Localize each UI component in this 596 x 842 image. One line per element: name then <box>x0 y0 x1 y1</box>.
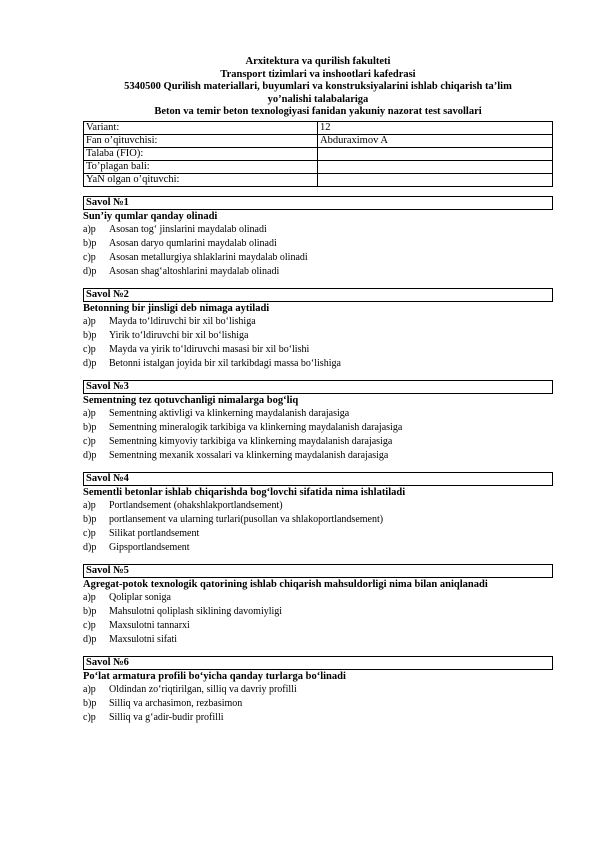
question-text: Po‘lat armatura profili bo‘yicha qanday turlarga bo‘linadi <box>83 670 346 682</box>
answer-option <box>83 315 553 329</box>
option-text: Oldindan zo‘riqtirilgan, silliq va davriy profilli <box>109 683 297 695</box>
info-label: Talaba (FIO): <box>84 147 318 160</box>
info-label: YaN olgan o’qituvchi: <box>84 173 318 186</box>
option-label: d)p <box>83 633 97 645</box>
option-label: c)p <box>83 711 96 723</box>
option-text: Sementning aktivligi va klinkerning maydalanish darajasiga <box>109 407 350 419</box>
question-number: Savol №5 <box>83 564 553 578</box>
option-label: c)p <box>83 435 96 447</box>
option-text: Yirik to‘ldiruvchi bir xil bo‘lishiga <box>109 329 249 341</box>
question-block <box>83 656 553 725</box>
info-label: To’plagan bali: <box>84 160 318 173</box>
question-block <box>83 196 553 279</box>
info-row <box>84 173 553 186</box>
option-text: Sementning kimyoviy tarkibiga va klinkerning maydalanish darajasiga <box>109 435 393 447</box>
option-label: a)p <box>83 223 96 235</box>
option-label: b)p <box>83 513 97 525</box>
option-label: c)p <box>83 251 96 263</box>
answer-option <box>83 619 553 633</box>
answer-option <box>83 449 553 463</box>
option-label: d)p <box>83 449 97 461</box>
info-row <box>84 147 553 160</box>
option-text: Asosan tog‘ jinslarini maydalab olinadi <box>109 223 267 235</box>
option-label: c)p <box>83 343 96 355</box>
faculty-title: Arxitektura va qurilish fakulteti <box>245 56 391 67</box>
question-text: Sementning tez qotuvchanligi nimalarga bog‘liq <box>83 394 299 406</box>
answer-option <box>83 343 553 357</box>
option-text: Maxsulotni tannarxi <box>109 619 190 631</box>
answer-option <box>83 633 553 647</box>
option-label: b)p <box>83 605 97 617</box>
program-title: 5340500 Qurilish materiallari, buyumlari va konstruksiyalarini ishlab chiqarish ta’lim <box>124 81 512 92</box>
option-label: a)p <box>83 499 96 511</box>
answer-option <box>83 357 553 371</box>
option-text: Silliq va g‘adir-budir profilli <box>109 711 224 723</box>
info-value: 12 <box>318 121 553 134</box>
question-number: Savol №4 <box>83 472 553 486</box>
option-text: Betonni istalgan joyida bir xil tarkibdagi massa bo‘lishiga <box>109 357 341 369</box>
option-label: d)p <box>83 265 97 277</box>
question-block <box>83 288 553 371</box>
info-value: Abduraximov A <box>318 134 553 147</box>
question-text: Sementli betonlar ishlab chiqarishda bog‘lovchi sifatida nima ishlatiladi <box>83 486 406 498</box>
question-text: Betonning bir jinsligi deb nimaga aytiladi <box>83 302 270 314</box>
answer-option <box>83 251 553 265</box>
test-title: Beton va temir beton texnologiyasi fanidan yakuniy nazorat test savollari <box>154 106 482 117</box>
answer-option <box>83 329 553 343</box>
option-label: b)p <box>83 697 97 709</box>
option-text: Asosan shag‘altoshlarini maydalab olinadi <box>109 265 280 277</box>
info-value <box>318 173 553 186</box>
document-header <box>83 56 553 119</box>
answer-option <box>83 683 553 697</box>
question-number: Savol №1 <box>83 196 553 210</box>
option-text: Gipsportlandsement <box>109 541 190 553</box>
option-label: b)p <box>83 237 97 249</box>
option-text: Maxsulotni sifati <box>109 633 178 645</box>
answer-option <box>83 527 553 541</box>
option-label: a)p <box>83 591 96 603</box>
question-number: Savol №6 <box>83 656 553 670</box>
answer-option <box>83 697 553 711</box>
option-text: Sementning mexanik xossalari va klinkerning maydalanish darajasiga <box>109 449 389 461</box>
option-text: Sementning mineralogik tarkibiga va klinkerning maydalanish darajasiga <box>109 421 403 433</box>
answer-option <box>83 421 553 435</box>
info-value <box>318 160 553 173</box>
answer-option <box>83 513 553 527</box>
option-text: Asosan metallurgiya shlaklarini maydalab olinadi <box>109 251 308 263</box>
answer-option <box>83 591 553 605</box>
option-text: Mahsulotni qoliplash siklining davomiyligi <box>109 605 283 617</box>
option-text: Silikat portlandsement <box>109 527 200 539</box>
question-text: Sun’iy qumlar qanday olinadi <box>83 210 218 222</box>
question-number: Savol №2 <box>83 288 553 302</box>
answer-option <box>83 541 553 555</box>
question-block <box>83 564 553 647</box>
option-label: a)p <box>83 407 96 419</box>
option-label: b)p <box>83 329 97 341</box>
test-document <box>83 56 553 725</box>
question-number: Savol №3 <box>83 380 553 394</box>
question-text: Agregat-potok texnologik qatorining ishlab chiqarish mahsuldorligi nima bilan aniqlanadi <box>83 578 488 590</box>
option-text: Silliq va archasimon, rezbasimon <box>109 697 243 709</box>
answer-option <box>83 435 553 449</box>
option-label: c)p <box>83 619 96 631</box>
answer-option <box>83 711 553 725</box>
answer-option <box>83 407 553 421</box>
info-table <box>83 121 553 187</box>
info-label: Fan o’qituvchisi: <box>84 134 318 147</box>
question-list <box>83 196 553 725</box>
info-row <box>84 134 553 147</box>
department-title: Transport tizimlari va inshootlari kafedrasi <box>220 68 416 80</box>
option-label: b)p <box>83 421 97 433</box>
option-label: a)p <box>83 683 96 695</box>
option-text: Asosan daryo qumlarini maydalab olinadi <box>109 237 277 249</box>
option-text: Qoliplar soniga <box>109 591 171 603</box>
answer-option <box>83 605 553 619</box>
info-row <box>84 121 553 134</box>
answer-option <box>83 265 553 279</box>
question-block <box>83 380 553 463</box>
info-row <box>84 160 553 173</box>
info-value <box>318 147 553 160</box>
option-label: a)p <box>83 315 96 327</box>
answer-option <box>83 237 553 251</box>
info-label: Variant: <box>84 121 318 134</box>
option-text: Portlandsement (ohakshlakportlandsement) <box>109 499 283 511</box>
answer-option <box>83 223 553 237</box>
option-text: Mayda to‘ldiruvchi bir xil bo‘lishiga <box>109 315 256 327</box>
option-text: portlansement va ularning turlari(pusollan va shlakoportlandsement) <box>109 513 384 525</box>
option-label: c)p <box>83 527 96 539</box>
option-label: d)p <box>83 357 97 369</box>
option-text: Mayda va yirik to‘ldiruvchi masasi bir xil bo‘lishi <box>109 343 310 355</box>
answer-option <box>83 499 553 513</box>
program-title-cont: yo’nalishi talabalariga <box>267 93 369 105</box>
question-block <box>83 472 553 555</box>
option-label: d)p <box>83 541 97 553</box>
